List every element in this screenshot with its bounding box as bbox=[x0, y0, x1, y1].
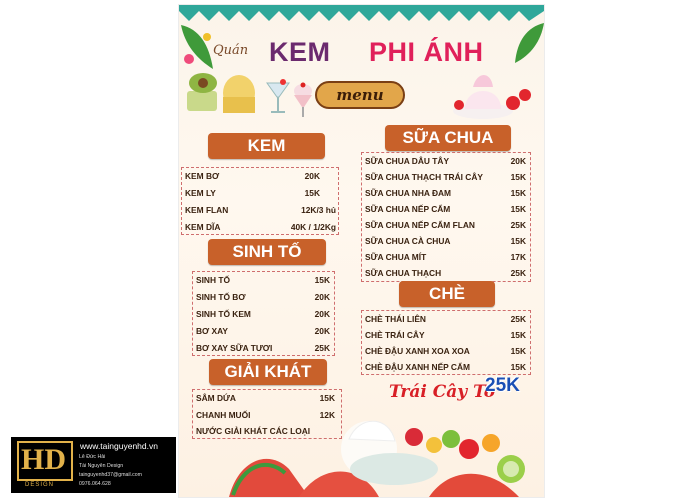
menu-item-row bbox=[362, 153, 532, 169]
watermark-line: 0976.064.628 bbox=[79, 481, 111, 487]
item-price: 20K bbox=[314, 292, 330, 302]
menu-item-row bbox=[193, 289, 336, 305]
yogurt-strawberry-image bbox=[447, 65, 541, 121]
item-price: 15K bbox=[304, 188, 320, 198]
item-price: 25K bbox=[510, 268, 526, 278]
menu-item-row bbox=[193, 306, 336, 322]
menu-item-row bbox=[193, 390, 343, 406]
item-name: KEM BƠ bbox=[185, 171, 220, 181]
watermark-logo bbox=[11, 437, 176, 493]
watermark-url: www.tainguyenhd.vn bbox=[80, 441, 158, 451]
item-name: SINH TỐ bbox=[196, 275, 230, 285]
item-price: 20K bbox=[314, 309, 330, 319]
fruit-ice-cream-illustration bbox=[219, 409, 544, 497]
item-price: 15K bbox=[319, 393, 335, 403]
item-name: SỮA CHUA NẾP CẨM FLAN bbox=[365, 220, 475, 230]
item-price: 25K bbox=[510, 314, 526, 324]
item-name: SỮA CHUA NHA ĐAM bbox=[365, 188, 452, 198]
menu-item-row bbox=[193, 340, 336, 356]
sinh-to-price-box bbox=[192, 271, 335, 356]
section-label-che: CHÈ bbox=[399, 281, 495, 307]
section-label-sinh-to: SINH TỐ bbox=[208, 239, 326, 265]
item-price: 15K bbox=[510, 330, 526, 340]
hd-logo-letters: HD bbox=[21, 443, 66, 476]
brand-prefix: Quán bbox=[213, 43, 249, 58]
item-name: CHÈ TRÁI CÂY bbox=[365, 330, 425, 340]
item-name: CHANH MUỐI bbox=[196, 410, 251, 420]
menu-item-row bbox=[362, 311, 532, 327]
menu-item-row bbox=[182, 202, 340, 218]
item-price: 20K bbox=[314, 326, 330, 336]
item-name: SỮA CHUA THẠCH TRÁI CÂY bbox=[365, 172, 483, 182]
item-name: SỮA CHUA THẠCH bbox=[365, 268, 442, 278]
item-price: 15K bbox=[314, 275, 330, 285]
watermark-line: Tài Nguyên Design bbox=[79, 463, 124, 469]
item-price: 25K bbox=[510, 220, 526, 230]
menu-item-row bbox=[362, 217, 532, 233]
menu-item-row bbox=[193, 272, 336, 288]
item-price: 25K bbox=[314, 343, 330, 353]
menu-item-row bbox=[362, 265, 532, 281]
item-price: 20K bbox=[510, 156, 526, 166]
menu-item-row bbox=[182, 185, 340, 201]
item-name: SINH TỐ KEM bbox=[196, 309, 251, 319]
menu-item-row bbox=[362, 249, 532, 265]
hd-logo-word: DESIGN bbox=[25, 482, 55, 488]
menu-badge: menu bbox=[315, 81, 405, 109]
item-name: SỮA CHUA NẾP CẨM bbox=[365, 204, 451, 214]
item-name: SỮA CHUA DÂU TÂY bbox=[365, 156, 450, 166]
item-name: NƯỚC GIẢI KHÁT CÁC LOẠI bbox=[196, 426, 311, 436]
section-label-kem: KEM bbox=[208, 133, 325, 159]
menu-item-row bbox=[182, 168, 340, 184]
item-name: SÂM DỨA bbox=[196, 393, 236, 403]
fruit-bowl-price: 25K bbox=[485, 375, 520, 396]
item-name: KEM FLAN bbox=[185, 205, 229, 215]
kem-price-box bbox=[181, 167, 339, 235]
item-price: 40K / 1/2Kg bbox=[290, 222, 336, 232]
menu-item-row bbox=[362, 201, 532, 217]
menu-item-row bbox=[362, 343, 532, 359]
title-kem: KEM bbox=[269, 37, 331, 67]
menu-item-row bbox=[362, 169, 532, 185]
item-name: CHÈ ĐẬU XANH NẾP CẨM bbox=[365, 362, 471, 372]
bunting-decoration bbox=[179, 5, 544, 23]
menu-item-row bbox=[193, 323, 336, 339]
menu-item-row bbox=[362, 233, 532, 249]
item-price: 15K bbox=[510, 236, 526, 246]
item-price: 15K bbox=[510, 204, 526, 214]
sua-chua-price-box bbox=[361, 152, 531, 282]
item-price: 15K bbox=[510, 346, 526, 356]
menu-item-row bbox=[362, 185, 532, 201]
menu-item-row bbox=[182, 219, 340, 235]
watermark-line: tainguyenhd37@gmail.com bbox=[79, 472, 142, 478]
item-price: 15K bbox=[510, 172, 526, 182]
item-price: 17K bbox=[510, 252, 526, 262]
item-name: SỮA CHUA CÀ CHUA bbox=[365, 236, 451, 246]
section-label-giai-khat: GIẢI KHÁT bbox=[209, 359, 327, 385]
item-name: BƠ XAY SỮA TƯƠI bbox=[196, 343, 273, 353]
section-label-sua-chua: SỮA CHUA bbox=[385, 125, 511, 151]
sundae-glass-image bbox=[291, 81, 315, 121]
fruit-bowl-label: Trái Cây Tô bbox=[389, 382, 496, 402]
item-price: 15K bbox=[510, 188, 526, 198]
menu-item-row bbox=[362, 327, 532, 343]
item-name: SINH TỐ BƠ bbox=[196, 292, 246, 302]
item-name: BƠ XAY bbox=[196, 326, 228, 336]
item-name: SỮA CHUA MÍT bbox=[365, 252, 427, 262]
item-name: KEM LY bbox=[185, 188, 216, 198]
che-price-box bbox=[361, 310, 531, 375]
item-price: 12K bbox=[319, 410, 335, 420]
avocado-dessert-image bbox=[183, 67, 261, 115]
item-name: KEM DĨA bbox=[185, 222, 221, 232]
item-price: 20K bbox=[304, 171, 320, 181]
item-price: 15K bbox=[510, 362, 526, 372]
title-shop-name: PHI ÁNH bbox=[369, 37, 484, 67]
cocktail-glass-image bbox=[265, 77, 291, 117]
item-name: CHÈ ĐẬU XANH XOA XOA bbox=[365, 346, 470, 356]
item-name: CHÈ THÁI LIÊN bbox=[365, 314, 426, 324]
item-price: 12K/3 hủ bbox=[301, 205, 336, 215]
menu-poster bbox=[178, 4, 545, 498]
menu-item-row bbox=[362, 359, 532, 375]
watermark-line: Lê Đức Hải bbox=[79, 454, 106, 460]
